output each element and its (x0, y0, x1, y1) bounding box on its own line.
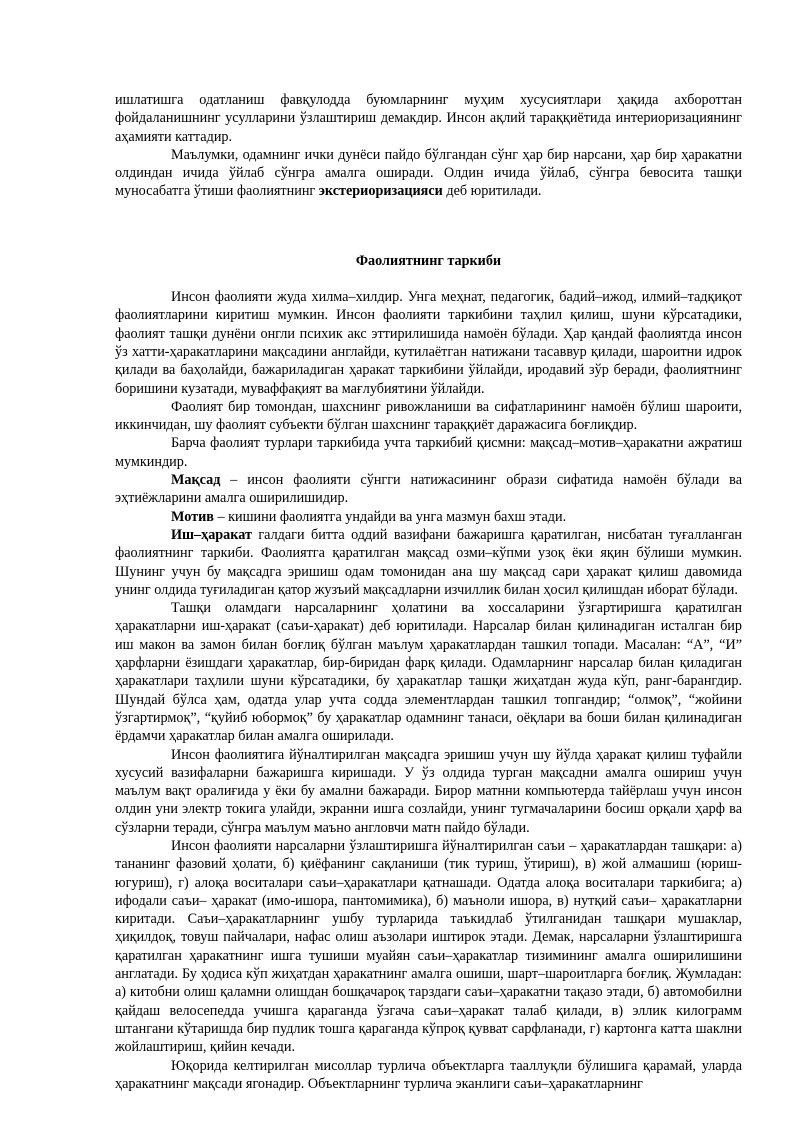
paragraph: Инсон фаолияти нарсаларни ўзлаштиришга йўналтирилган саъи – ҳаракатлардан ташқари: а) тананинг фазовий ҳолати, б) қиёфанинг сақланиши (тик туриш, ўтириш), в) жой алмашиш (юриш-югуриш), г) алоқа воситалари саъи–ҳаракатлари қатнашади. Одатда алоқа воситалари таркибига; а) ифодали саъи– ҳаракат (имо-ишора, пантомимика), б) маъноли ишора, в) нутқий саъи– ҳаракатларни киритади. Саъи–ҳаракатларнинг ушбу турларида таъкидлаб ўтилганидан ташқари мушаклар, ҳиқилдоқ, товуш пайчалари, нафас олиш аъзолари иштирок этади. Демак, нарсаларни ўзлаштиришга қаратилган ҳаракатнинг ишга тушиши муайян саъи–ҳаракатлар тизимининг амалга оширилишини англатади. Бу ҳодиса кўп жиҳатдан ҳаракатнинг амалга ошиши, шарт–шароитларга боғлиқ. Жумладан: а) китобни олиш қаламни олишдан бошқачароқ тарздаги саъи–ҳаракатни тақазо этади, б) автомобилни қайдаш велосепедда учишга қараганда ўзгача саъи–ҳаракат талаб қилади, в) эллик килограмм штангани кўтаришда бир пудлик тошга қараганда кўпроқ қувват сарфланади, г) картонга катта шаклни жойлаштириш, қийин кечади. (115, 837, 742, 1056)
paragraph: Мотив – кишини фаолиятга ундайди ва унга мазмун бахш этади. (171, 508, 567, 525)
bold-term: Мақсад (171, 472, 221, 489)
section-heading: Фаолиятнинг таркиби (355, 252, 502, 269)
paragraph: Инсон фаолияти жуда хилма–хилдир. Унга меҳнат, педагогик, бадий–ижод, илмий–тадқиқот фаолиятларини киритиш мумкин. Инсон фаолияти таркибини таҳлил қилиш, шуни кўрсатадики, фаолият ташқи дунёни онгли психик акс эттирилишида намоён бўлади. Ҳар қандай фаолиятда инсон ўз хатти-ҳаракатларини мақсадини англайди, кутилаётган натижани тасаввур қилади, шароитни идрок қилади ва баҳолайди, бажариладиган ҳаракат таркибини ўйлайди, иродавий зўр беради, фаолиятнинг боришини кузатади, муваффақият ва мағлубиятини ўйлайди. (115, 289, 742, 397)
paragraph: Фаолият бир томондан, шахснинг ривожланиши ва сифатларининг намоён бўлиш шароити, иккинчидан, шу фаолият субъекти бўлган шахснинг тараққиёт даражасига боғлиқдир. (115, 398, 742, 434)
paragraph: Инсон фаолиятига йўналтирилган мақсадга эришиш учун шу йўлда ҳаракат қилиш туфайли хусусий вазифаларни бажаришга киришади. У ўз олдида турган мақсадни амалга ошириш учун маълум вақт оралиғида у ёки бу амални бажаради. Бирор матнни компьютерда тайёрлаш учун инсон олдин уни электр токига улайди, экранни ишга созлайди, унинг тугмачаларини босиш орқали ҳарф ва сўзларни теради, сўнгра маълум маъно англовчи матн пайдо бўлади. (115, 746, 742, 836)
paragraph: Барча фаолият турлари таркибида учта таркибий қисмни: мақсад–мотив–ҳаракатни ажратиш мумкиндир. (115, 435, 742, 470)
paragraph: ишлатишга одатланиш фавқулодда буюмларнинг муҳим хусусиятлари ҳақида ахбороттан фойдаланишнинг усулларини ўзлаштириш демакдир. Инсон ақлий тараққиётида интериоризациянинг аҳамияти каттадир. (115, 92, 742, 145)
paragraph: Мақсад – инсон фаолияти сўнгги натижасининг образи сифатида намоён бўлади ва эҳтиёжларини амалга оширилишидир. (115, 472, 742, 507)
bold-term: экстериоризацияси (318, 183, 443, 200)
document-page (115, 91, 742, 1093)
paragraph: Ташқи оламдаги нарсаларнинг ҳолатини ва хоссаларини ўзгартиришга қаратилган ҳаракатларни иш-ҳаракат (саъи-ҳаракат) деб юритилади. Нарсалар билан қилинадиган исталган бир иш макон ва замон билан боғлиқ бўлган маълум ҳаракатлардан ташкил топади. Масалан: “А”, “И” ҳарфларни ёзишдаги ҳаракатлар, бир-биридан фарқ қилади. Одамларнинг нарсалар билан қиладиган ҳаракатлари таҳлили шуни кўрсатадики, бу ҳаракатлар ташқи жиҳатдан жуда кўп, ранг-барангдир. Шундай бўлса ҳам, одатда улар учта содда элементлардан ташкил топгандир; “олмоқ”, “жойини ўзгартирмоқ”, “қуйиб юбормоқ” бу ҳаракатлар одамнинг танаси, оёқлари ва боши билан қилинадиган ёрдамчи ҳаракатлар билан амалга оширилади. (115, 600, 742, 745)
paragraph: Юқорида келтирилган мисоллар турлича объектларга тааллуқли бўлишига қарамай, уларда ҳаракатнинг мақсади ягонадир. Объектларнинг турлича эканлиги саъи–ҳаракатларнинг (115, 1057, 742, 1092)
bold-term: Иш–ҳаракат (171, 526, 252, 543)
paragraph: Иш–ҳаракат галдаги битта оддий вазифани бажаришга қаратилган, нисбатан туғалланган фаолиятнинг таркиби. Фаолиятга қаратилган мақсад озми–кўпми узоқ ёки яқин бўлиши мумкин. Шунинг учун бу мақсадга эришиш одам томонидан ана шу мақсад сари ҳаракат қилиш давомида унинг олдида туғиладиган қатор жузъий мақсадларни изчиллик билан ҳосил қилишдан иборат бўлади. (115, 526, 742, 598)
bold-term: Мотив (171, 508, 214, 525)
paragraph: Маълумки, одамнинг ички дунёси пайдо бўлгандан сўнг ҳар бир нарсани, ҳар бир ҳаракатни олдиндан ичида ўйлаб сўнгра амалга оширади. Олдин ичида ўйлаб, сўнгра бевосита ташқи муносабатга ўтиши фаолиятнинг экстериоризацияси деб юритилади. (115, 146, 742, 200)
